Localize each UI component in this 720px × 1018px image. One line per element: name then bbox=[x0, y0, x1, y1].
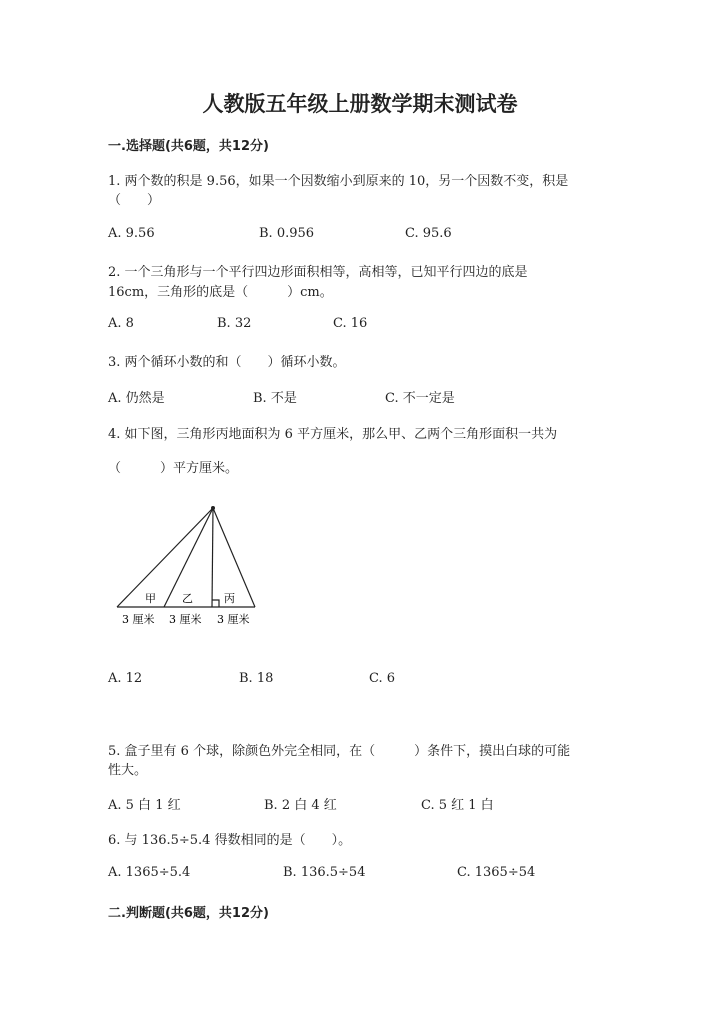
q2-option-c: C. 16 bbox=[333, 316, 368, 331]
q1-text: 1. 两个数的积是 9.56，如果一个因数缩小到原来的 10，另一个因数不变，积是 bbox=[108, 174, 569, 189]
q2-option-a: A. 8 bbox=[108, 316, 134, 331]
q6-text: 6. 与 136.5÷5.4 得数相同的是（ ）。 bbox=[108, 833, 352, 848]
q3-option-c: C. 不一定是 bbox=[385, 391, 455, 406]
q5-text-2: 性大。 bbox=[108, 763, 148, 778]
q4-option-b: B. 18 bbox=[239, 671, 274, 686]
q5-option-b: B. 2 白 4 红 bbox=[264, 798, 337, 813]
q5-option-a: A. 5 白 1 红 bbox=[108, 798, 181, 813]
q2-option-b: B. 32 bbox=[217, 316, 252, 331]
triangle-figure bbox=[100, 490, 270, 635]
q1-option-a: A. 9.56 bbox=[108, 226, 155, 241]
label-jia: 甲 bbox=[145, 592, 156, 605]
section-heading-choice: 一.选择题(共6题，共12分) bbox=[108, 139, 269, 154]
base-label-2: 3 厘米 bbox=[169, 613, 202, 626]
label-yi: 乙 bbox=[182, 592, 193, 605]
q5-option-c: C. 5 红 1 白 bbox=[421, 798, 494, 813]
q1-option-c: C. 95.6 bbox=[405, 226, 452, 241]
q3-text: 3. 两个循环小数的和（ ）循环小数。 bbox=[108, 355, 346, 370]
q4-text: 4. 如下图，三角形丙地面积为 6 平方厘米，那么甲、乙两个三角形面积一共为 bbox=[108, 427, 558, 442]
q6-option-a: A. 1365÷5.4 bbox=[108, 865, 191, 880]
q4-option-c: C. 6 bbox=[369, 671, 396, 686]
q2-text: 2. 一个三角形与一个平行四边形面积相等，高相等，已知平行四边的底是 bbox=[108, 265, 528, 280]
q4-text-2: （ ）平方厘米。 bbox=[108, 461, 239, 476]
q1-text-2: （ ） bbox=[108, 193, 161, 208]
q2-text-2: 16cm，三角形的底是（ ）cm。 bbox=[108, 285, 333, 300]
q6-option-b: B. 136.5÷54 bbox=[283, 865, 366, 880]
q3-option-b: B. 不是 bbox=[253, 391, 297, 406]
q3-option-a: A. 仍然是 bbox=[108, 391, 165, 406]
q4-option-a: A. 12 bbox=[108, 671, 143, 686]
q5-text: 5. 盒子里有 6 个球，除颜色外完全相同，在（ ）条件下，摸出白球的可能 bbox=[108, 744, 571, 759]
base-label-3: 3 厘米 bbox=[217, 613, 250, 626]
q1-option-b: B. 0.956 bbox=[259, 226, 315, 241]
base-label-1: 3 厘米 bbox=[122, 613, 155, 626]
section-heading-judgment: 二.判断题(共6题，共12分) bbox=[108, 906, 269, 921]
page-title: 人教版五年级上册数学期末测试卷 bbox=[202, 92, 518, 116]
q6-option-c: C. 1365÷54 bbox=[457, 865, 536, 880]
label-bing: 丙 bbox=[224, 592, 235, 605]
